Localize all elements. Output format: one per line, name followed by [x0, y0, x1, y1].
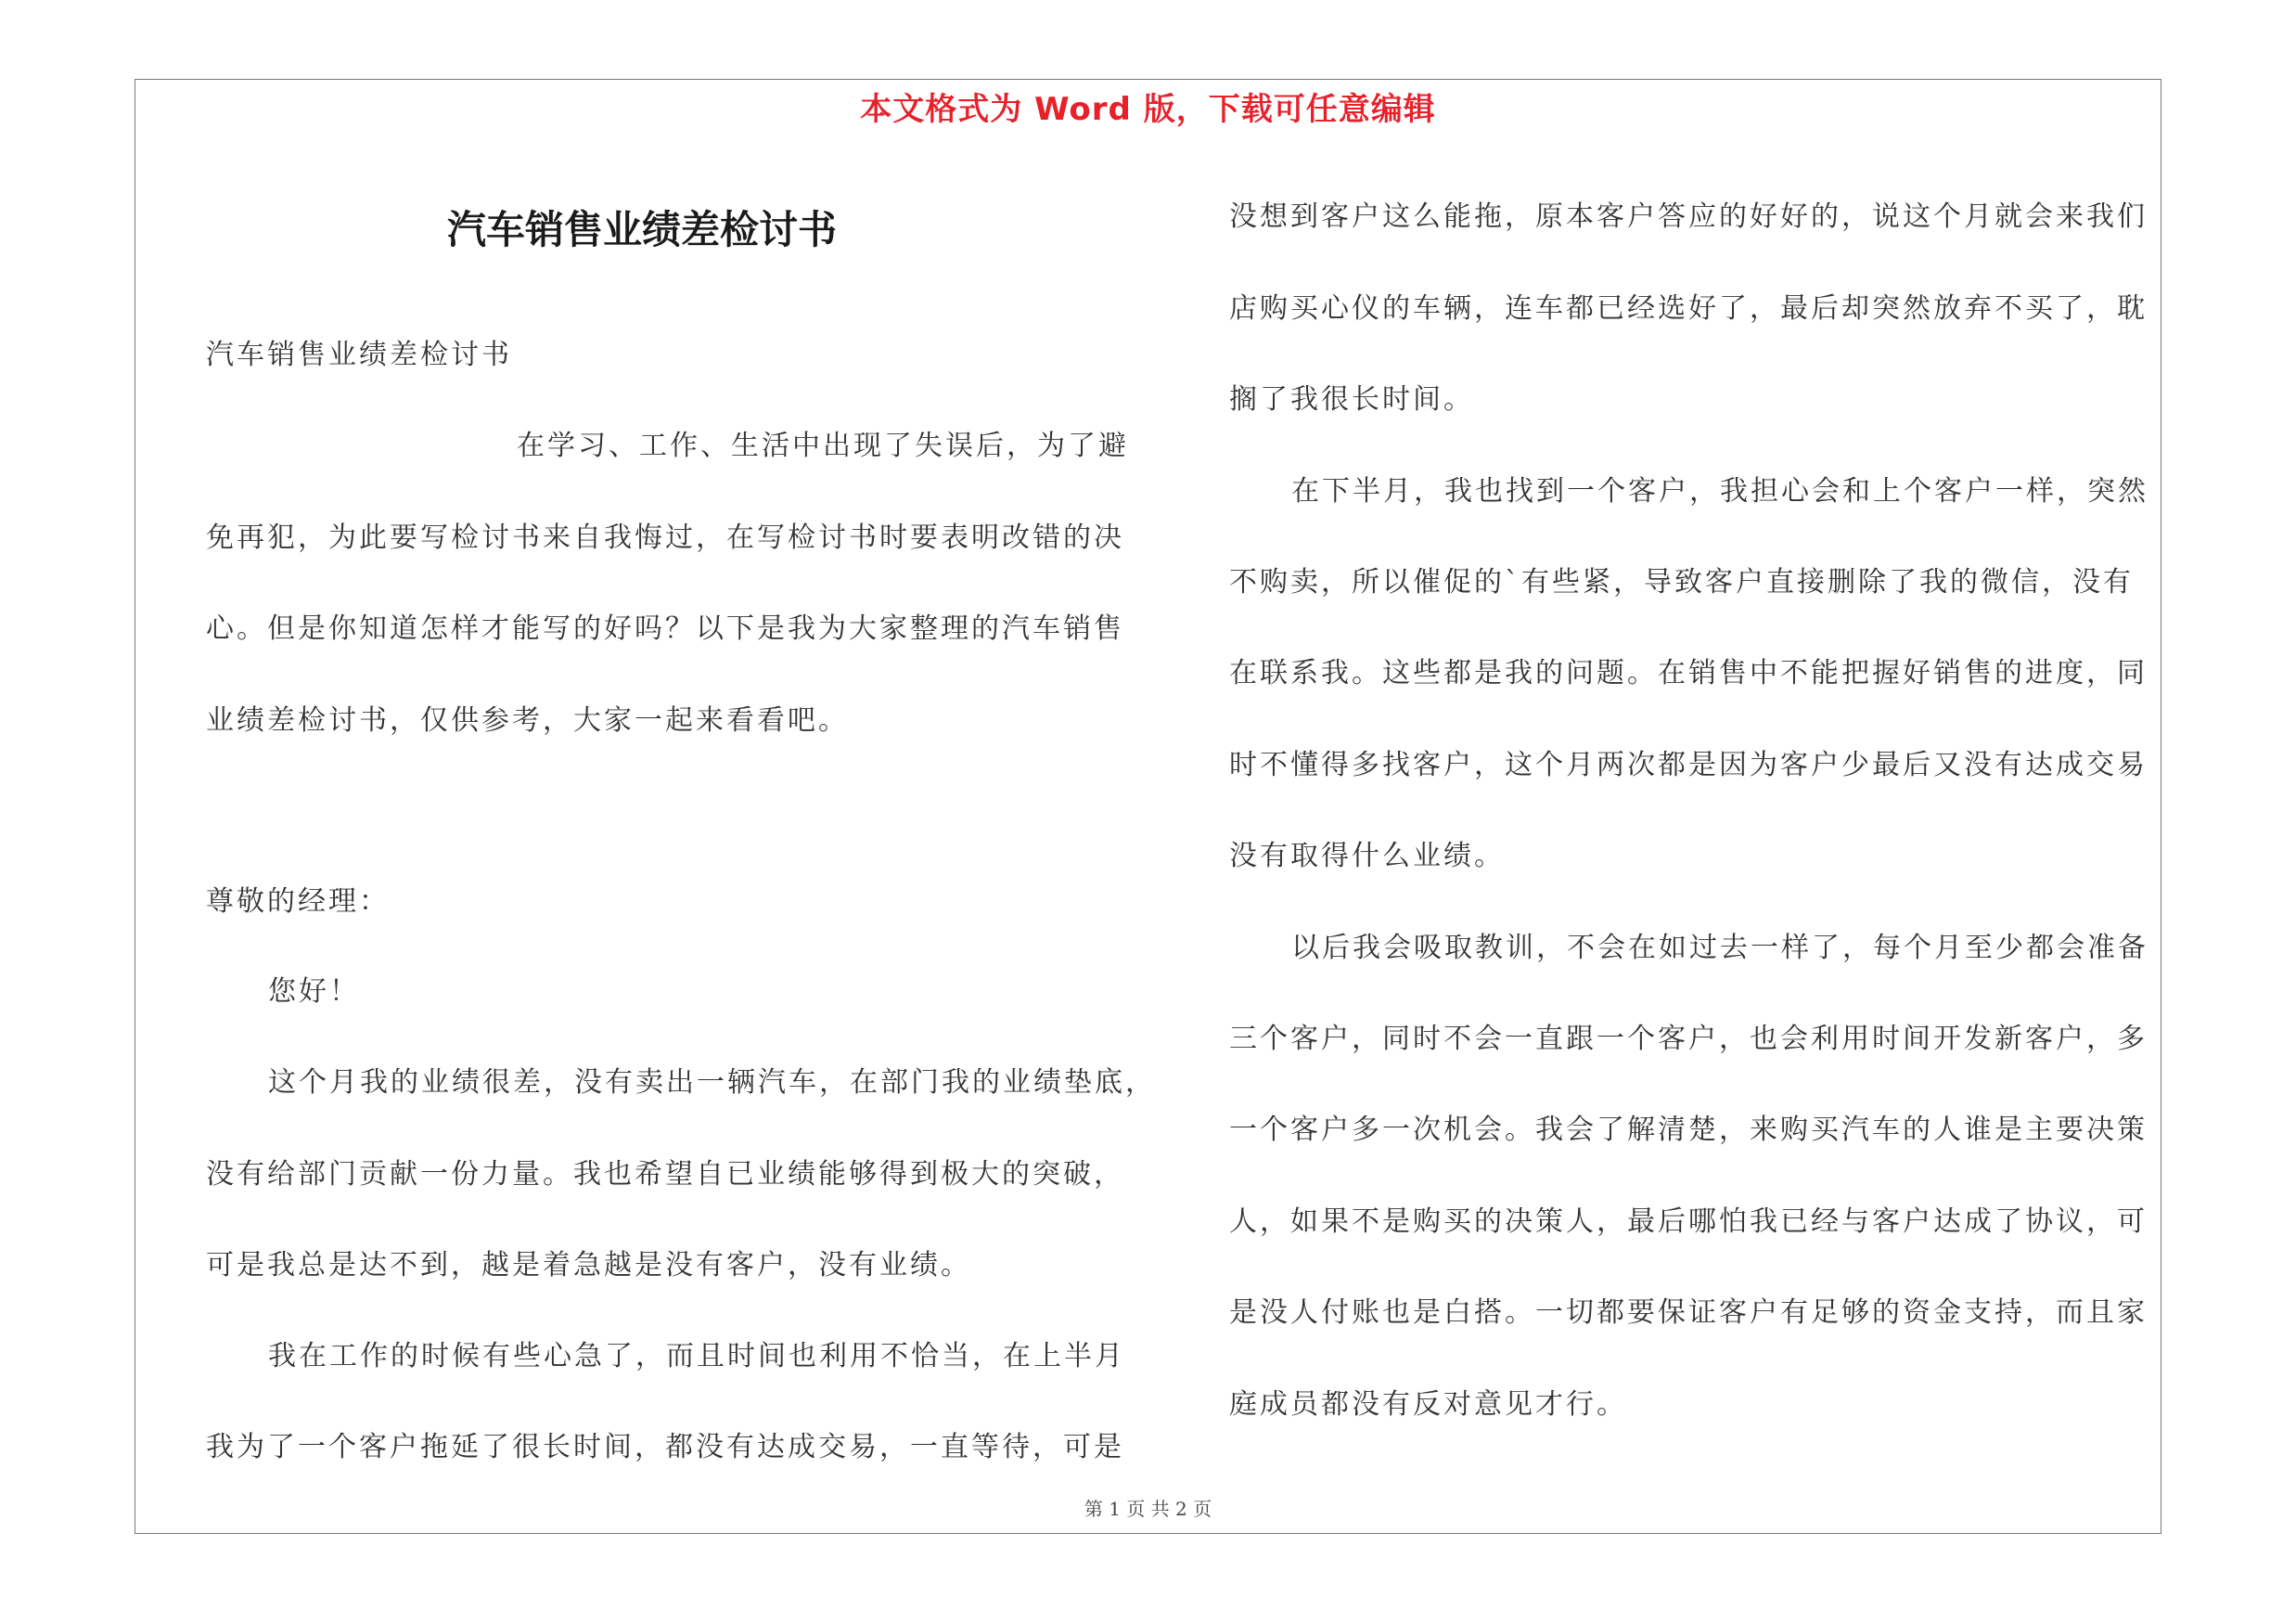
right-line-12: 是没人付账也是白搭。一切都要保证客户有足够的资金支持，而且家 [1229, 1296, 2148, 1329]
right-line-2: 搁了我很长时间。 [1229, 383, 1474, 416]
left-line-6: 您好！ [268, 975, 360, 1008]
right-line-5: 在联系我。这些都是我的问题。在销售中不能把握好销售的进度，同 [1229, 657, 2148, 689]
right-line-3: 在下半月，我也找到一个客户，我担心会和上个客户一样，突然 [1291, 475, 2148, 508]
left-line-2: 免再犯，为此要写检讨书来自我悔过，在写检讨书时要表明改错的决 [206, 522, 1124, 554]
left-line-11: 我为了一个客户拖延了很长时间，都没有达成交易，一直等待，可是 [206, 1431, 1124, 1463]
right-line-10: 一个客户多一次机会。我会了解清楚，来购买汽车的人谁是主要决策 [1229, 1114, 2148, 1146]
left-line-10: 我在工作的时候有些心急了，而且时间也利用不恰当，在上半月 [268, 1340, 1125, 1372]
right-line-11: 人，如果不是购买的决策人，最后哪怕我已经与客户达成了协议，可 [1229, 1205, 2148, 1238]
right-line-9: 三个客户，同时不会一直跟一个客户，也会利用时间开发新客户，多 [1229, 1023, 2148, 1055]
left-line-5: 尊敬的经理： [206, 885, 390, 918]
right-line-6: 时不懂得多找客户，这个月两次都是因为客户少最后又没有达成交易 [1229, 749, 2148, 781]
page-footer: 第 1 页 共 2 页 [1084, 1498, 1212, 1520]
left-line-0: 汽车销售业绩差检讨书 [206, 339, 512, 371]
right-line-4: 不购卖，所以催促的`有些紧，导致客户直接删除了我的微信，没有 [1229, 566, 2134, 599]
left-line-1: 在学习、工作、生活中出现了失误后，为了避 [517, 430, 1129, 462]
right-line-0: 没想到客户这么能拖，原本客户答应的好好的，说这个月就会来我们 [1229, 200, 2148, 233]
right-line-13: 庭成员都没有反对意见才行。 [1229, 1388, 1627, 1421]
document-title: 汽车销售业绩差检讨书 [446, 207, 837, 252]
word-format-banner: 本文格式为 Word 版，下载可任意编辑 [860, 91, 1436, 128]
left-line-3: 心。但是你知道怎样才能写的好吗？以下是我为大家整理的汽车销售 [206, 612, 1124, 645]
left-line-4: 业绩差检讨书，仅供参考，大家一起来看看吧。 [206, 704, 849, 737]
right-line-7: 没有取得什么业绩。 [1229, 840, 1505, 872]
left-line-7: 这个月我的业绩很差，没有卖出一辆汽车，在部门我的业绩垫底， [268, 1066, 1156, 1099]
left-line-9: 可是我总是达不到，越是着急越是没有客户，没有业绩。 [206, 1249, 971, 1282]
left-line-8: 没有给部门贡献一份力量。我也希望自已业绩能够得到极大的突破， [206, 1158, 1124, 1191]
right-line-8: 以后我会吸取教训，不会在如过去一样了，每个月至少都会准备 [1291, 932, 2148, 964]
right-line-1: 店购买心仪的车辆，连车都已经选好了，最后却突然放弃不买了，耽 [1229, 292, 2148, 325]
